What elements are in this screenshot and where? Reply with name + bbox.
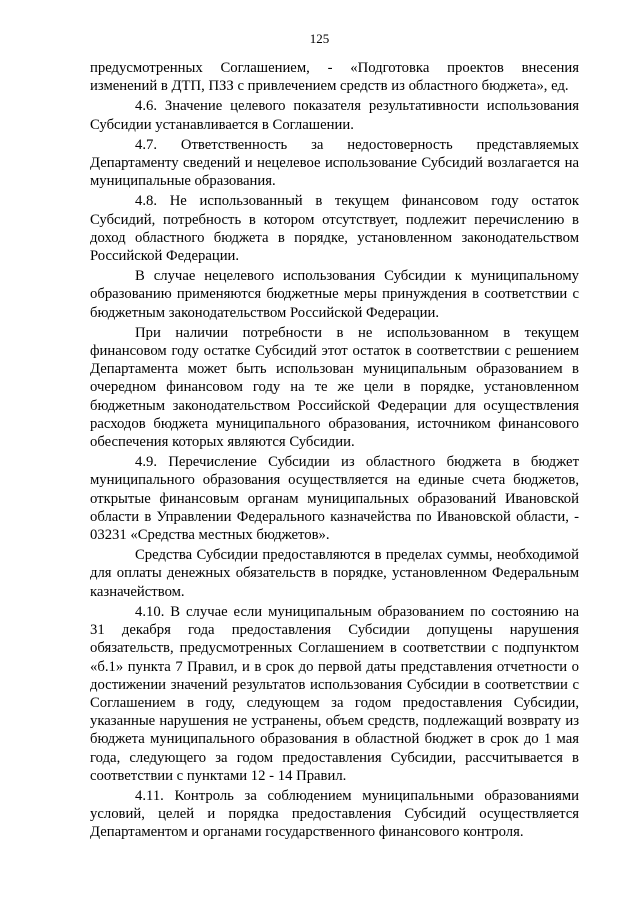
paragraph-4-9: 4.9. Перечисление Субсидии из областного бюджета в бюджет муниципального образования осуществляется на единые счета бюджетов, открытые финансовым органам муниципальных образований Ивановской области в Управлении Федерального казначейства по Ивановской области, - 03231 «Средства местных бюджетов». bbox=[90, 454, 579, 544]
paragraph-4-11: 4.11. Контроль за соблюдением муниципальными образованиями условий, целей и порядка предоставления Субсидий осуществляется Департаментом и органами государственного финансового контроля. bbox=[90, 787, 579, 841]
paragraph-misuse-measures: В случае нецелевого использования Субсидии к муниципальному образованию применяются бюджетные меры принуждения в соответствии с бюджетным законодательством Российской Федерации. bbox=[90, 268, 579, 321]
paragraph-funds-limits: Средства Субсидии предоставляются в пределах суммы, необходимой для оплаты денежных обязательств в порядке, установленном Федеральным казначейством. bbox=[90, 547, 579, 600]
document-body bbox=[90, 59, 579, 844]
paragraph-4-10: 4.10. В случае если муниципальным образованием по состоянию на 31 декабря года предоставления Субсидии допущены нарушения обязательств, предусмотренных Соглашением в соответствии с подпунктом «б.1» пункта 7 Правил, и в срок до первой даты представления отчетности о достижении значений результатов использования Субсидии в соответствии с Соглашением в году, следующем за годом предоставления Субсидии, указанные нарушения не устранены, объем средств, подлежащий возврату из бюджета муниципального образования в областной бюджет в срок до 1 мая года, следующего за годом предоставления Субсидии, рассчитывается в соответствии с пунктами 12 - 14 Правил. bbox=[90, 603, 579, 784]
paragraph-4-6: 4.6. Значение целевого показателя результативности использования Субсидии устанавливается в Соглашении. bbox=[90, 98, 579, 133]
paragraph-4-8: 4.8. Не использованный в текущем финансовом году остаток Субсидий, потребность в котором отсутствует, подлежит перечислению в доход областного бюджета в порядке, установленном законодательством Российской Федерации. bbox=[90, 193, 579, 265]
paragraph-remaining-balance: При наличии потребности в не использованном в текущем финансовом году остатке Субсидий этот остаток в соответствии с решением Департамента может быть использован муниципальным образованием в очередном финансовом году на те же цели в порядке, установленном бюджетным законодательством Российской Федерации для осуществления расходов бюджета муниципального образования, источником финансового обеспечения которых являются Субсидии. bbox=[90, 324, 579, 451]
paragraph-4-7: 4.7. Ответственность за недостоверность представляемых Департаменту сведений и нецелевое использование Субсидий возлагается на муниципальные образования. bbox=[90, 136, 579, 190]
page-number: 125 bbox=[309, 31, 330, 46]
paragraph-continuation: предусмотренных Соглашением, - «Подготовка проектов внесения изменений в ДТП, ПЗЗ с привлечением средств из областного бюджета», ед. bbox=[90, 60, 579, 95]
